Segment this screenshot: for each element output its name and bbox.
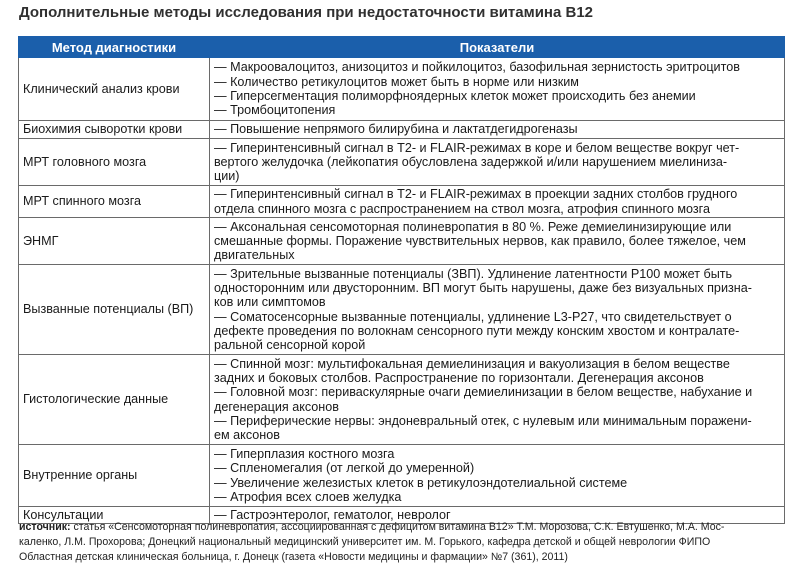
indicator-line: — Головной мозг: периваскулярные очаги демиелинизации в белом веществе, набухание и: [214, 385, 753, 400]
indicators-cell: [210, 58, 785, 121]
method-cell: МРТ головного мозга: [19, 139, 210, 186]
source-text: статья «Сенсомоторная полиневропатия, ассоциированная с дефицитом витамина В12» Т.М. Морозова, С.К. Евтушенко, М.А. Мос-: [70, 521, 725, 533]
indicator-line: — Гиперинтенсивный сигнал в Т2- и FLAIR-режимах в коре и белом веществе вокруг чет-: [214, 140, 740, 155]
indicator-line: — Гастроэнтеролог, гематолог, невролог: [214, 507, 451, 522]
method-cell: Внутренние органы: [19, 445, 210, 507]
indicator-line: — Соматосенсорные вызванные потенциалы, удлинение L3-P27, что свидетельствует о: [214, 309, 732, 324]
indicators-cell: [210, 121, 785, 139]
column-header-indicators: Показатели: [210, 37, 785, 58]
indicators-cell: [210, 265, 785, 355]
indicator-line: — Периферические нервы: эндоневральный отек, с нулевым или минимальным поражени-: [214, 413, 752, 428]
indicator-line: ции): [214, 169, 240, 184]
method-cell: Биохимия сыворотки крови: [19, 121, 210, 139]
indicator-line: односторонним или двусторонним. ВП могут быть нарушены, даже без визуальных призна-: [214, 280, 752, 295]
indicator-line: отдела спинного мозга с распространением на ствол мозга, атрофия спинного мозга: [214, 201, 710, 216]
indicator-line: — Гиперплазия костного мозга: [214, 446, 395, 461]
method-cell: Гистологические данные: [19, 355, 210, 445]
table-header-row: [19, 37, 785, 58]
source-note: [19, 520, 785, 565]
indicator-line: ем аксонов: [214, 428, 280, 443]
document-title: Дополнительные методы исследования при недостаточности витамина В12: [19, 4, 594, 21]
indicators-cell: [210, 186, 785, 218]
indicator-line: дегенерация аксонов: [214, 399, 339, 414]
method-cell: Клинический анализ крови: [19, 58, 210, 121]
method-cell: МРТ спинного мозга: [19, 186, 210, 218]
indicator-line: ков или симптомов: [214, 295, 326, 310]
table-row: [19, 121, 785, 139]
method-cell: Вызванные потенциалы (ВП): [19, 265, 210, 355]
indicator-line: — Количество ретикулоцитов может быть в норме или низким: [214, 74, 579, 89]
indicator-line: — Зрительные вызванные потенциалы (ЗВП). Удлинение латентности Р100 может быть: [214, 266, 733, 281]
table-row: [19, 265, 785, 355]
table-row: [19, 186, 785, 218]
indicators-cell: [210, 139, 785, 186]
diagnostics-table: [18, 36, 785, 524]
method-cell: ЭНМГ: [19, 218, 210, 265]
indicator-line: — Атрофия всех слоев желудка: [214, 489, 402, 504]
indicator-line: — Увеличение железистых клеток в ретикулоэндотелиальной системе: [214, 475, 628, 490]
indicator-line: — Гиперинтенсивный сигнал в Т2- и FLAIR-режимах в проекции задних столбов грудного: [214, 187, 738, 202]
indicators-cell: [210, 355, 785, 445]
indicator-line: — Спинной мозг: мультифокальная демиелинизация и вакуолизация в белом веществе: [214, 356, 730, 371]
method-cell: Консультации: [19, 507, 210, 524]
table-row: [19, 139, 785, 186]
indicator-line: вертого желудочка (лейкопатия обусловлена задержкой и/или нарушением миелиниза-: [214, 154, 728, 169]
source-label: источник:: [19, 521, 71, 533]
indicator-line: — Гиперсегментация полиморфноядерных клеток может происходить без анемии: [214, 89, 696, 103]
indicator-line: — Спленомегалия (от легкой до умеренной): [214, 461, 475, 476]
source-line: Областная детская клиническая больница, г. Донецк (газета «Новости медицины и фармации» №7 (361), 2011): [19, 551, 568, 563]
table-row: [19, 218, 785, 265]
indicator-line: — Макроовалоцитоз, анизоцитоз и пойкилоцитоз, базофильная зернистость эритроцитов: [214, 60, 740, 75]
table-row: [19, 58, 785, 121]
source-line: [19, 520, 785, 535]
indicators-cell: [210, 218, 785, 265]
source-line: каленко, Л.М. Прохорова; Донецкий национальный медицинский университет им. М. Горького, кафедра детской и общей неврологии ФИПО: [19, 536, 711, 548]
table-row: [19, 445, 785, 507]
indicators-cell: [210, 445, 785, 507]
indicator-line: — Повышение непрямого билирубина и лактатдегидрогеназы: [214, 122, 578, 137]
column-header-method: Метод диагностики: [19, 37, 210, 58]
indicator-line: — Тромбоцитопения: [214, 103, 336, 118]
indicator-line: — Аксональная сенсомоторная полиневропатия в 80 %. Реже демиелинизирующие или: [214, 219, 732, 234]
table-row: [19, 355, 785, 445]
indicator-line: смешанные формы. Поражение чувствительных нервов, как правило, более тяжелое, чем: [214, 233, 746, 248]
indicator-line: задних и боковых столбов. Распространение по горизонтали. Дегенерация аксонов: [214, 370, 704, 385]
table-body: [19, 58, 785, 524]
indicator-line: двигательных: [214, 248, 295, 263]
indicator-line: дефекте проведения по волокнам сенсорного пути между конским хвостом и контралате-: [214, 323, 740, 338]
indicator-line: ральной сенсорной корой: [214, 338, 366, 353]
